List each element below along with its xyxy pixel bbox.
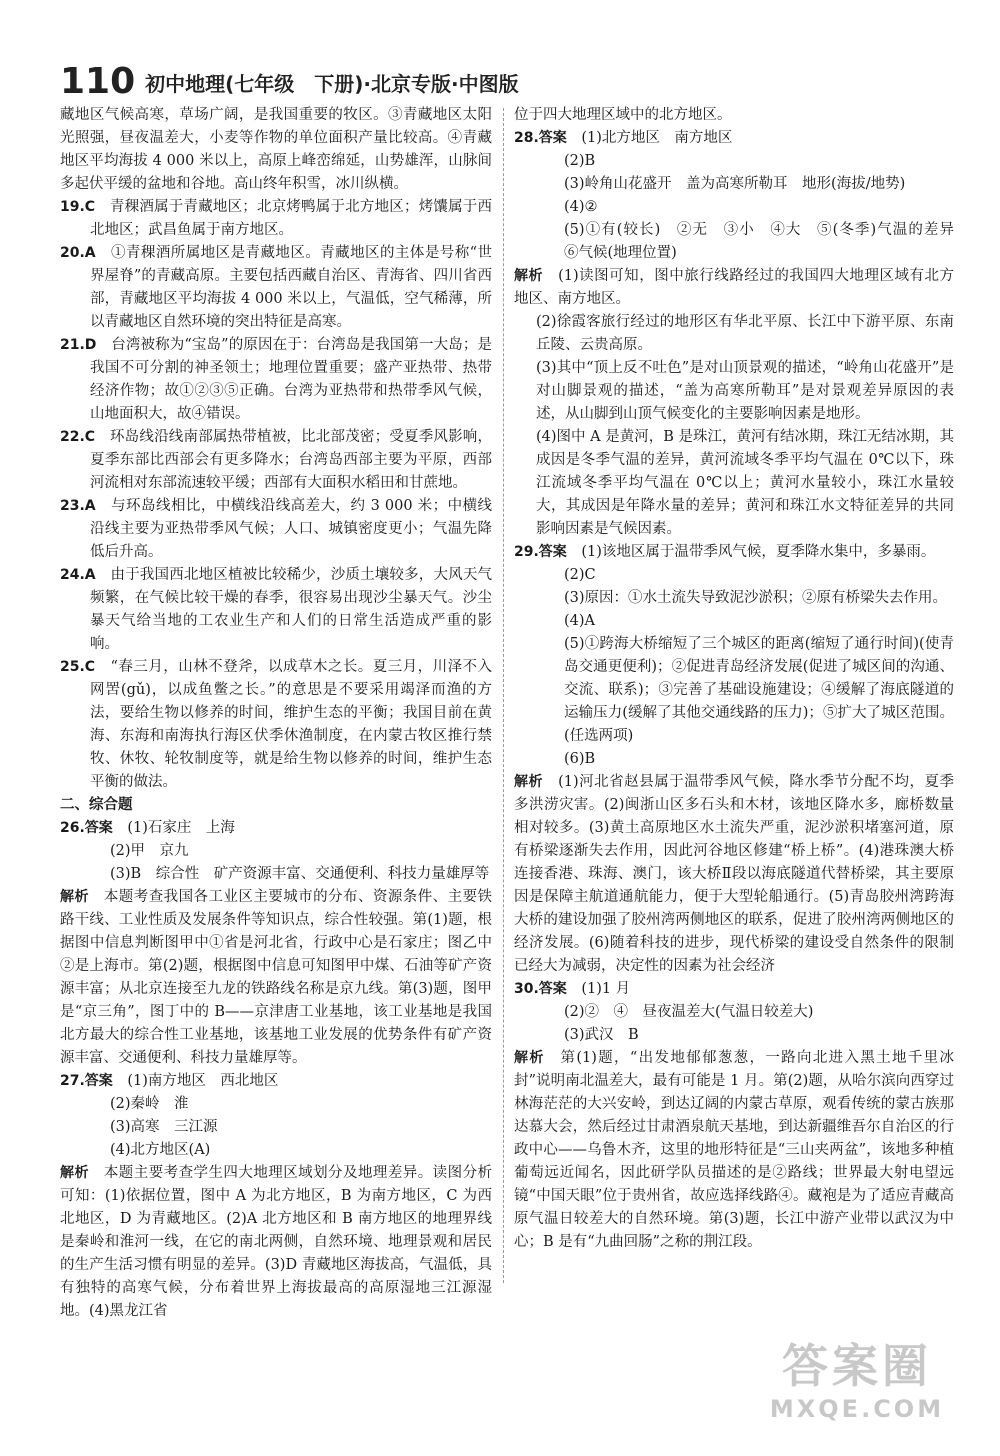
answer-29-label: 29.答案 [514,544,567,560]
continued-text: 位于四大地理区域中的北方地区。 [514,107,732,123]
continued-text: 藏地区气候高寒，草场广阔，是我国重要的牧区。③青藏地区太阳光照强，昼夜温差大，小麦等作物的单位面积产量比较高。④青藏地区平均海拔 4 000 米以上，高原上峰峦绵延，山势雄浑，山脉间多起伏平缓的盆地和谷地。高山终年积雪，冰川纵横。 [60,107,492,192]
watermark-logo [742,1338,972,1434]
analysis-label: 解析 [514,1050,545,1066]
answer-20: 20.A ①青稞酒所属地区是青藏地区。青藏地区的主体是号称“世界屋脊”的青藏高原。主要包括西藏自治区、青海省、四川省西部，青藏地区平均海拔 4 000 米以上，气温低，空气稀薄，所以青藏地区自然环境的突出特征是高寒。 [60,245,492,330]
analysis-label: 解析 [514,774,544,790]
analysis-label: 解析 [60,889,89,905]
answer-27-label: 27.答案 [60,1073,113,1089]
answer-26: 26.答案 (1)石家庄 上海 (2)甲 京九 (3)B 综合性 矿产资源丰富、交通便利、科技力量雄厚等 解析 本题考查我国各工业区主要城市的分布、资源条件、主要铁路干线、工业性质及发展条件等知识点，综合性较强。第(1)题，根据图中信息判断图甲中①省是河北省，行政中心是石家庄；图乙中②是上海市。第(2)题，根据图中信息可知图甲中煤、石油等矿产资源丰富；从北京连接至九龙的铁路线名称是京九线。第(3)题，图甲是“京三角”，图丁中的 B——京津唐工业基地，该工业基地是我国北方最大的综合性工业基地，该基地工业发展的优势条件有矿产资源丰富、交通便利、科技力量雄厚等。 [60,820,493,1066]
answer-23: 23.A 与环岛线相比，中横线沿线高差大，约 3 000 米；中横线沿线主要为亚热带季风气候；人口、城镇密度更小；气温先降低后升高。 [60,498,492,560]
page-number: 110 [60,61,136,102]
watermark-title: 答案圈 [782,1339,932,1393]
analysis-label: 解析 [60,1165,89,1181]
answer-27: 27.答案 (1)南方地区 西北地区 (2)秦岭 淮 (3)高寒 三江源 (4)北方地区(A) 解析 本题主要考查学生四大地理区域划分及地理差异。读图分析可知：(1)依据位置，图中 A 为北方地区，B 为南方地区，C 为西北地区，D 为青藏地区。(2)A 北方地区和 B 南方地区的地理界线是秦岭和淮河一线，在它的南北两侧，自然环境、地理景观和居民的生产生活习惯有明显的差异。(3)D 青藏地区海拔高，气温低，具有独特的高寒气候，分布着世界上海拔最高的高原湿地三江源湿地。(4)黑龙江省 [60,1073,493,1319]
answer-24: 24.A 由于我国西北地区植被比较稀少，沙质土壤较多，大风天气频繁，在气候比较干燥的春季，很容易出现沙尘暴天气。沙尘暴天气给当地的工农业生产和人们的日常生活造成严重的影响。 [60,567,493,652]
right-column [514,104,969,1254]
book-title: 初中地理(七年级 下册)·北京专版·中图版 [145,72,519,96]
answer-19: 19.C 青稞酒属于青藏地区；北京烤鸭属于北方地区；烤馕属于西北地区；武昌鱼属于南方地区。 [60,199,493,238]
answer-21: 21.D 台湾被称为“宝岛”的原因在于：台湾岛是我国第一大岛；是我国不可分割的神圣领土；地理位置重要；盛产亚热带、热带经济作物；故①②③⑤正确。台湾为亚热带和热带季风气候，山地面积大，故④错误。 [60,337,493,422]
answer-29: 29.答案 (1)该地区属于温带季风气候，夏季降水集中，多暴雨。 (2)C (3)原因：①水土流失导致泥沙淤积；②原有桥梁失去作用。 (4)A (5)①跨海大桥缩短了三个城区的距离(缩短了通行时间)(使青岛交通更便利)；②促进青岛经济发展(促进了城区间的沟通、交流、联系)；③完善了基础设施建设；④缓解了海底隧道的运输压力(缓解了其他交通线路的压力)；⑤扩大了城区范围。(任选两项) (6)B 解析 (1)河北省赵县属于温带季风气候，降水季节分配不均，夏季多洪涝灾害。(2)闽浙山区多石头和木材，该地区降水多，廊桥数量相对较多。(3)黄土高原地区水土流失严重，泥沙淤积堵塞河道，原有桥梁逐渐失去作用，因此河谷地区修建“桥上桥”。(4)港珠澳大桥连接香港、珠海、澳门，该大桥Ⅱ段以海底隧道代替桥梁，其主要原因是保障主航道通航能力，便于大型轮船通行。(5)青岛胶州湾跨海大桥的建设加强了胶州湾两侧地区的联系，促进了胶州湾两侧地区的经济发展。(6)随着科技的进步，现代桥梁的建设受自然条件的限制已经大为减弱，决定性的因素为社会经济 [514,544,955,974]
answer-28: 28.答案 (1)北方地区 南方地区 (2)B (3)岭角山花盛开 盖为高寒所勒耳 地形(海拔/地势) (4)② (5)①有(较长) ②无 ③小 ④大 ⑤(冬季)气温的差异 ⑥气候(地理位置) 解析 (1)读图可知，图中旅行线路经过的我国四大地理区域有北方地区、南方地区。 (2)徐霞客旅行经过的地形区有华北平原、长江中下游平原、东南丘陵、云贵高原。 (3)其中“顶上反不吐色”是对山顶景观的描述，“岭角山花盛开”是对山脚景观的描述，“盖为高寒所勒耳”是对景观差异原因的表述，从山脚到山顶气候变化的主要影响因素是地形。 (4)图中 A 是黄河，B 是珠江，黄河有结冰期，珠江无结冰期，其成因是冬季气温的差异，黄河流域冬季平均气温在 0℃以下，珠江流域冬季平均气温在 0℃以上；黄河水量较小，珠江水量较大，其成因是年降水量的差异；黄河和珠江水文特征差异的共同影响因素是气候因素。 [514,130,969,537]
analysis-label: 解析 [514,268,544,284]
answer-26-label: 26.答案 [60,820,113,836]
answer-28-label: 28.答案 [514,130,567,146]
answer-30: 30.答案 (1)1 月 (2)② ④ 昼夜温差大(气温日较差大) (3)武汉 B 解析 第(1)题，“出发地郁郁葱葱，一路向北进入黑土地千里冰封”说明南北温差大，最有可能是 1 月。第(2)题，从哈尔滨向西穿过林海茫茫的大兴安岭，到达辽阔的内蒙古草原，观看传统的蒙古族那达慕大会，然后经过甘肃酒泉航天基地，到达新疆维吾尔自治区的行政中心——乌鲁木齐，这里的地形特征是“三山夹两盆”，该地多种植葡萄远近闻名，因此研学队员描述的是②路线；世界最大射电望远镜“中国天眼”位于贵州省，故应选择线路④。藏袍是为了适应青藏高原气温日较差大的自然环境。第(3)题，长江中游产业带以武汉为中心；B 是有“九曲回肠”之称的荆江段。 [514,981,955,1250]
page-header [60,56,519,100]
answer-30-label: 30.答案 [514,981,567,997]
watermark-url: MXQE.COM [769,1395,945,1423]
section-title: 二、综合题 [60,797,133,813]
answer-22: 22.C 环岛线沿线南部属热带植被，比北部茂密；受夏季风影响，夏季东部比西部会有更多降水；台湾岛西部主要为平原，西部河流相对东部流速较平缓；西部有大面积水稻田和甘蔗地。 [60,429,493,491]
left-column [60,104,492,1323]
answer-25: 25.C “春三月，山林不登斧，以成草木之长。夏三月，川泽不入网罟(gǔ)，以成鱼鳖之长。”的意思是不要采用竭泽而渔的方法，要给生物以修养的时间，维护生态的平衡；我国目前在黄海、东海和南海执行海区伏季休渔制度，在内蒙古牧区推行禁牧、休牧、轮牧制度等，就是给生物以修养的时间，维护生态平衡的做法。 [60,659,493,790]
column-divider [503,108,504,1283]
